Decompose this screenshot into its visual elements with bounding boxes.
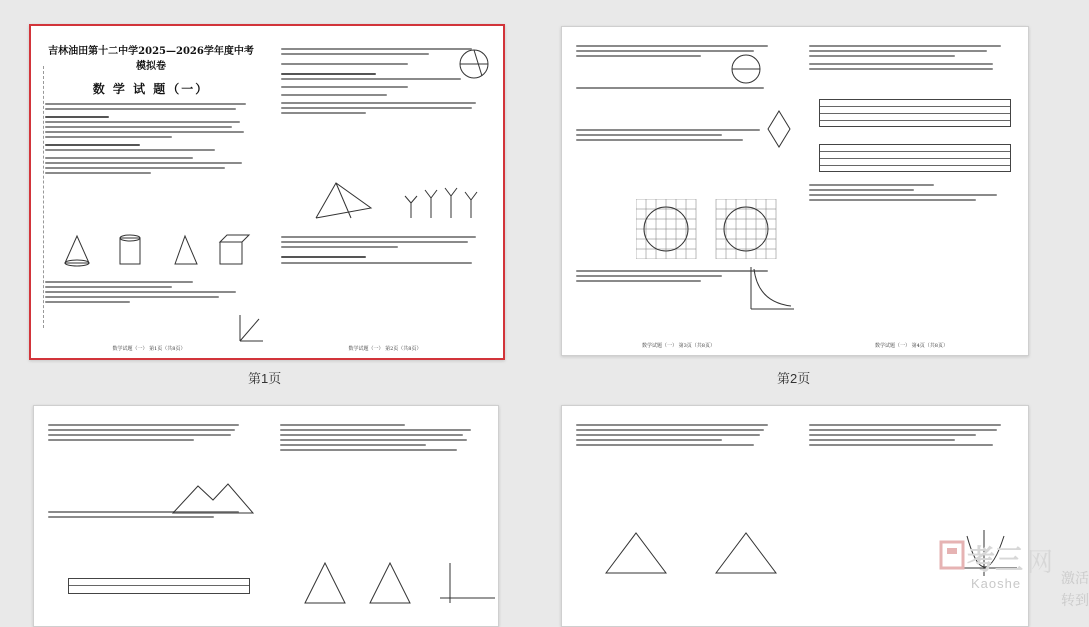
watermark-side-1: 激活 — [1061, 570, 1089, 586]
page-2-left-sheet — [562, 27, 795, 355]
watermark-side-2: 转到 — [1061, 592, 1089, 608]
page-footer: 数学试题（一） 第2页（共8页） — [348, 346, 422, 352]
watermark-brand: 考三 — [967, 544, 1024, 575]
geometry-figures — [300, 558, 498, 608]
tree-pattern-figure — [401, 178, 481, 223]
page-2-right-sheet — [795, 27, 1028, 355]
page-1-left-sheet — [31, 26, 267, 358]
mountain-figure — [168, 478, 258, 518]
page-footer: 数学试题（一） 第4页（共8页） — [875, 343, 948, 349]
page-4-left-sheet — [562, 406, 795, 626]
logo-icon — [939, 540, 965, 570]
page-thumbnail-3[interactable] — [33, 405, 499, 627]
coordinate-figure — [235, 313, 265, 343]
geometry-figure-10 — [311, 178, 381, 223]
circle-figure — [726, 51, 766, 87]
exam-subtitle: 数 学 试 题（一） — [92, 82, 210, 96]
watermark-domain: Kaoshe — [971, 576, 1022, 591]
page-3-left-sheet — [34, 406, 266, 626]
page-1-right-sheet — [267, 26, 503, 358]
page-thumbnail-2[interactable] — [561, 26, 1029, 356]
data-table — [819, 99, 1011, 127]
watermark-suffix: 网 — [1027, 547, 1054, 577]
triangle-figures — [596, 528, 795, 578]
circle-figure — [456, 46, 492, 82]
binding-strip — [34, 66, 44, 328]
page-label-1: 第1页 — [248, 371, 282, 386]
site-watermark — [909, 520, 1089, 610]
data-table — [68, 578, 250, 594]
page-thumbnail-1[interactable] — [29, 24, 505, 360]
solid-figures-graphic — [55, 228, 255, 268]
page-footer: 数学试题（一） 第1页（共8页） — [112, 346, 186, 352]
data-table — [819, 144, 1011, 172]
curve-graph — [746, 264, 795, 314]
exam-title: 吉林油田第十二中学2025—2026学年度中考模拟卷 — [48, 46, 254, 72]
grid-figure — [636, 199, 786, 259]
rhombus-figure — [766, 109, 792, 149]
page-3-right-sheet — [266, 406, 498, 626]
page-label-2: 第2页 — [777, 371, 811, 386]
page-footer: 数学试题（一） 第3页（共8页） — [642, 343, 715, 349]
